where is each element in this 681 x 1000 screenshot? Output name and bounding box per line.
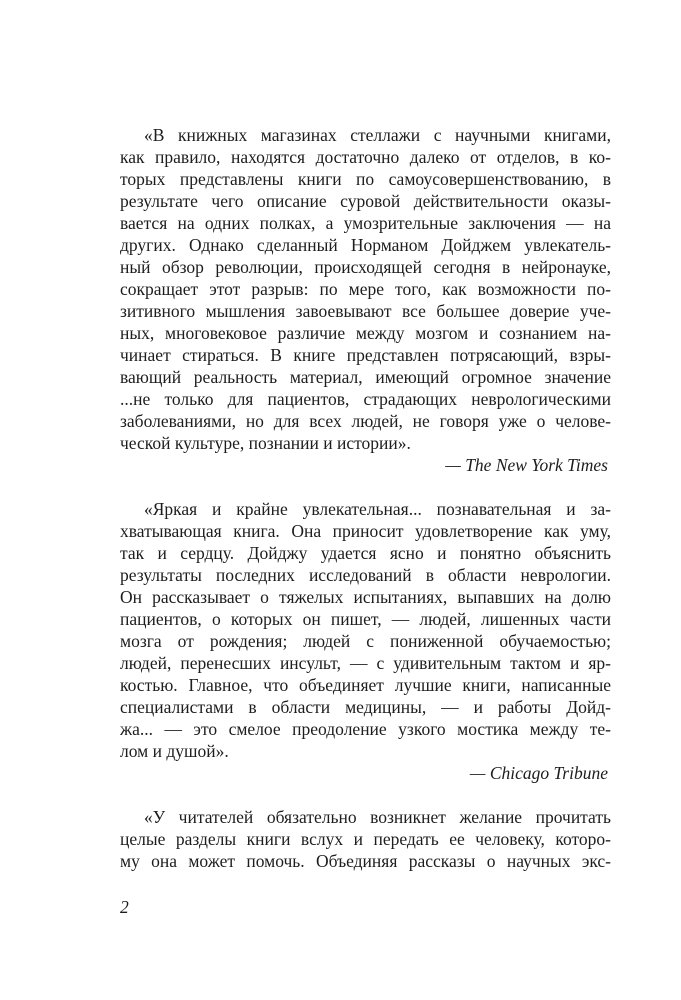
quote-block-new-york-times — [120, 124, 611, 476]
quote-text — [120, 806, 611, 872]
text-line: му она может помочь. Объединяя рассказы о научных экс- — [120, 851, 611, 871]
text-line: других. Однако сделанный Норманом Дойджем увлекатель- — [120, 235, 611, 255]
page-body — [120, 124, 611, 872]
text-line: лом и душой». — [120, 741, 229, 761]
text-line: «В книжных магазинах стеллажи с научными книгами, — [144, 125, 611, 145]
text-line: «Яркая и крайне увлекательная... познавательная и за- — [144, 499, 611, 519]
text-line: как правило, находятся достаточно далеко от отделов, в ко- — [120, 147, 611, 167]
quote-block-chicago-tribune — [120, 498, 611, 784]
text-line: сокращает этот разрыв: по мере того, как возможности по- — [120, 279, 611, 299]
text-line: костью. Главное, что объединяет лучшие книги, написанные — [120, 675, 611, 695]
text-line: вающий реальность материал, имеющий огромное значение — [120, 367, 611, 387]
text-line: специалистами в области медицины, — и работы Дойд- — [120, 697, 611, 717]
text-line: людей, перенесших инсульт, — с удивительным тактом и яр- — [120, 653, 611, 673]
text-line: пациентов, о которых он пишет, — людей, лишенных части — [120, 609, 611, 629]
text-line: результате чего описание суровой действительности оказы- — [120, 191, 611, 211]
text-line: вается на одних полках, а умозрительные заключения — на — [120, 213, 611, 233]
text-line: ный обзор революции, происходящей сегодня в нейронауке, — [120, 257, 611, 277]
text-line: мозга от рождения; людей с пониженной обучаемостью; — [120, 631, 611, 651]
text-line: чинает стираться. В книге представлен потрясающий, взры- — [120, 345, 611, 365]
text-line: зитивного мышления завоевывают все большее доверие уче- — [120, 301, 611, 321]
text-line: результаты последних исследований в области неврологии. — [120, 565, 611, 585]
attribution-new-york-times: — The New York Times — [445, 455, 608, 475]
attribution-chicago-tribune: — Chicago Tribune — [469, 763, 608, 783]
text-line: торых представлены книги по самоусовершенствованию, в — [120, 169, 611, 189]
text-line: ных, многовековое различие между мозгом и сознанием на- — [120, 323, 611, 343]
text-line: Он рассказывает о тяжелых испытаниях, выпавших на долю — [120, 587, 611, 607]
text-line: ...не только для пациентов, страдающих неврологическими — [120, 389, 611, 409]
text-line: ческой культуре, познании и истории». — [120, 433, 411, 453]
page-number: 2 — [120, 897, 129, 917]
text-line: так и сердцу. Дойджу удается ясно и понятно объяснить — [120, 543, 611, 563]
text-line: хватывающая книга. Она приносит удовлетворение как уму, — [120, 521, 611, 541]
quote-text — [120, 498, 611, 762]
text-line: заболеваниями, но для всех людей, не говоря уже о челове- — [120, 411, 611, 431]
text-line: целые разделы книги вслух и передать ее человеку, которо- — [120, 829, 611, 849]
quote-text — [120, 124, 611, 454]
text-line: «У читателей обязательно возникнет желание прочитать — [144, 807, 611, 827]
quote-block-readers — [120, 806, 611, 872]
text-line: жа... — это смелое преодоление узкого мостика между те- — [120, 719, 611, 739]
